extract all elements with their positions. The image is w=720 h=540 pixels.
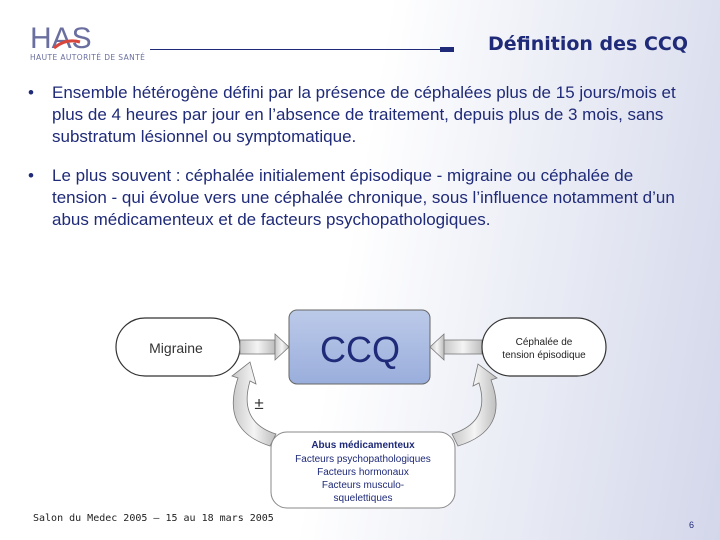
tension-label-line1: Céphalée de — [515, 337, 573, 348]
curved-arrow-right — [452, 364, 497, 446]
migraine-label: Migraine — [149, 340, 203, 356]
factor-musculo-line2: squelettiques — [333, 493, 393, 504]
bullet-text: Le plus souvent : céphalée initialement épisodique - migraine ou céphalée de tension - qui évolue vers une céphalée chronique, sous l’influence notamment d’un abus médicamenteux et de facteurs psychopathologiques. — [52, 166, 675, 229]
ccq-node — [289, 310, 430, 384]
factors-box — [271, 432, 455, 508]
plus-minus-symbol: ± — [254, 394, 264, 413]
tension-node — [482, 318, 606, 376]
bullet-marker: • — [28, 83, 34, 102]
page-number: 6 — [688, 520, 694, 530]
logo-subtitle: HAUTE AUTORITÉ DE SANTÉ — [30, 53, 146, 62]
ccq-label: CCQ — [320, 329, 400, 370]
footer-event: Salon du Medec 2005 – 15 au 18 mars 2005 — [33, 513, 274, 524]
has-logo-letters: HAS — [30, 22, 92, 55]
factor-psychopathological: Facteurs psychopathologiques — [295, 454, 431, 465]
factor-musculo-line1: Facteurs musculo- — [321, 480, 405, 491]
bullet-marker: • — [28, 166, 34, 185]
tension-label-line2: tension épisodique — [502, 350, 586, 361]
migraine-node — [116, 318, 240, 376]
bullet-text: Ensemble hétérogène défini par la présence de céphalées plus de 15 jours/mois et plus de 4 heures par jour en l’absence de traitement, depuis plus de 3 mois, sans substratum lésionnel ou symptomatique. — [52, 83, 676, 146]
arrow-tension-to-ccq — [430, 334, 482, 360]
factor-hormonal: Facteurs hormonaux — [317, 467, 409, 478]
slide-title: Définition des CCQ — [487, 33, 688, 55]
arrow-migraine-to-ccq — [240, 334, 289, 360]
factor-drug-abuse: Abus médicamenteux — [311, 440, 415, 451]
